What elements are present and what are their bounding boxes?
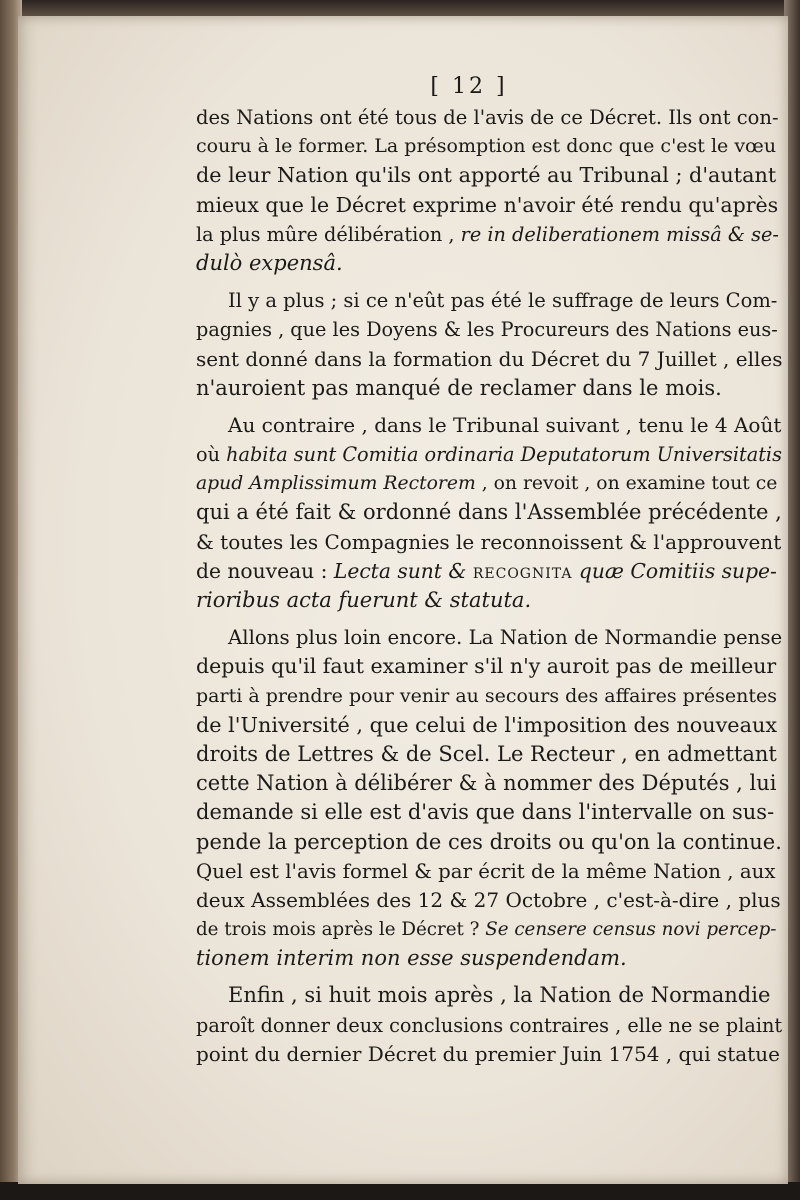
text-line [196,249,782,278]
text-line [196,315,782,344]
text-line [196,1011,782,1040]
text-line [196,103,782,132]
text-segment: mieux que le Décret exprime n'avoir été rendu qu'après [196,192,779,217]
text-line [196,915,782,944]
text-segment: paroît donner deux conclusions contraires , elle ne se plaint [196,1013,783,1037]
text-line [196,557,782,586]
text-line [196,132,782,161]
text-segment: tionem interim non esse suspendendam. [196,946,627,971]
book-bottom-edge [0,1182,800,1200]
text-segment: Lecta sunt & [333,558,473,583]
text-line [196,286,782,315]
text-segment: cette Nation à délibérer & à nommer des Députés , lui [196,771,777,796]
text-segment: de trois mois après le Décret ? [196,919,486,941]
text-segment: dulò expensâ. [196,250,343,275]
text-line [196,220,782,249]
text-line [196,798,782,827]
text-line [196,682,782,711]
text-segment: habita sunt Comitia ordinaria Deputatorum Universitatis [226,443,782,467]
text-segment: apud Amplissimum Rectorem [196,473,476,495]
text-segment: la plus mûre délibération , [196,222,461,246]
text-line [196,469,782,498]
text-line [196,191,782,220]
text-segment: parti à prendre pour venir au secours des affaires présentes [196,684,778,707]
text-line [196,623,782,652]
text-line [196,161,782,190]
text-segment: n'auroient pas manqué de reclamer dans le mois. [196,375,722,400]
text-segment: & toutes les Compagnies le reconnoissent & l'approuvent [196,529,782,554]
text-segment: pende la perception de ces droits ou qu'on la continue. [196,829,782,854]
text-line [196,828,782,857]
text-line [196,1040,782,1069]
text-line [196,652,782,681]
text-line [196,981,782,1010]
body-text [196,103,782,1069]
text-segment: Se censere census novi percep- [485,919,777,941]
text-segment: de leur Nation qu'ils ont apporté au Tribunal ; d'autant [196,163,777,188]
text-segment: point du dernier Décret du premier Juin 1754 , qui statue [196,1041,780,1066]
text-line [196,711,782,740]
text-segment: où [196,443,227,467]
text-line [196,498,782,527]
paragraph-gap [196,278,782,286]
paragraph-gap [196,615,782,623]
text-segment: droits de Lettres & de Scel. Le Recteur , en admettant [196,741,777,766]
text-block [196,74,782,1069]
text-segment: pagnies , que les Doyens & les Procureurs des Nations eus- [196,318,778,342]
text-line [196,374,782,403]
text-line [196,440,782,469]
text-line [196,769,782,798]
paper-page [18,16,788,1184]
text-line [196,944,782,973]
text-segment: Allons plus loin encore. La Nation de Normandie pense [228,626,783,650]
text-segment: depuis qu'il faut examiner s'il n'y auroit pas de meilleur [196,654,777,679]
paragraph-gap [196,403,782,411]
text-line [196,411,782,440]
text-line [196,528,782,557]
text-line [196,886,782,915]
text-segment: rioribus acta fuerunt & statuta. [196,588,532,612]
text-line [196,345,782,374]
text-line [196,586,782,615]
paragraph-gap [196,973,782,981]
text-segment: sent donné dans la formation du Décret du 7 Juillet , elles [196,346,783,371]
text-line [196,857,782,886]
text-segment: re in deliberationem missâ & se- [460,222,779,246]
text-line [196,740,782,769]
text-segment: Au contraire , dans le Tribunal suivant , tenu le 4 Août [228,412,782,437]
page-number: [ 12 ] [430,74,508,99]
text-segment: recognita [472,558,573,583]
text-segment: de nouveau : [196,558,334,583]
text-segment: qui a été fait & ordonné dans l'Assemblée précédente , [196,500,782,525]
text-segment: de l'Université , que celui de l'imposition des nouveaux [196,712,778,737]
text-segment: Il y a plus ; si ce n'eût pas été le suffrage de leurs Com- [228,289,778,313]
text-segment: Quel est l'avis formel & par écrit de la même Nation , aux [196,859,776,883]
text-segment: Enfin , si huit mois après , la Nation de Normandie [228,983,771,1008]
text-segment: deux Assemblées des 12 & 27 Octobre , c'est-à-dire , plus [196,887,781,912]
text-segment: des Nations ont été tous de l'avis de ce Décret. Ils ont con- [196,106,779,129]
text-segment: quæ Comitiis supe- [572,558,777,583]
text-segment: couru à le former. La présomption est donc que c'est le vœu [196,135,777,158]
text-segment: demande si elle est d'avis que dans l'intervalle on sus- [196,800,775,825]
text-segment: , on revoit , on examine tout ce [475,473,778,495]
